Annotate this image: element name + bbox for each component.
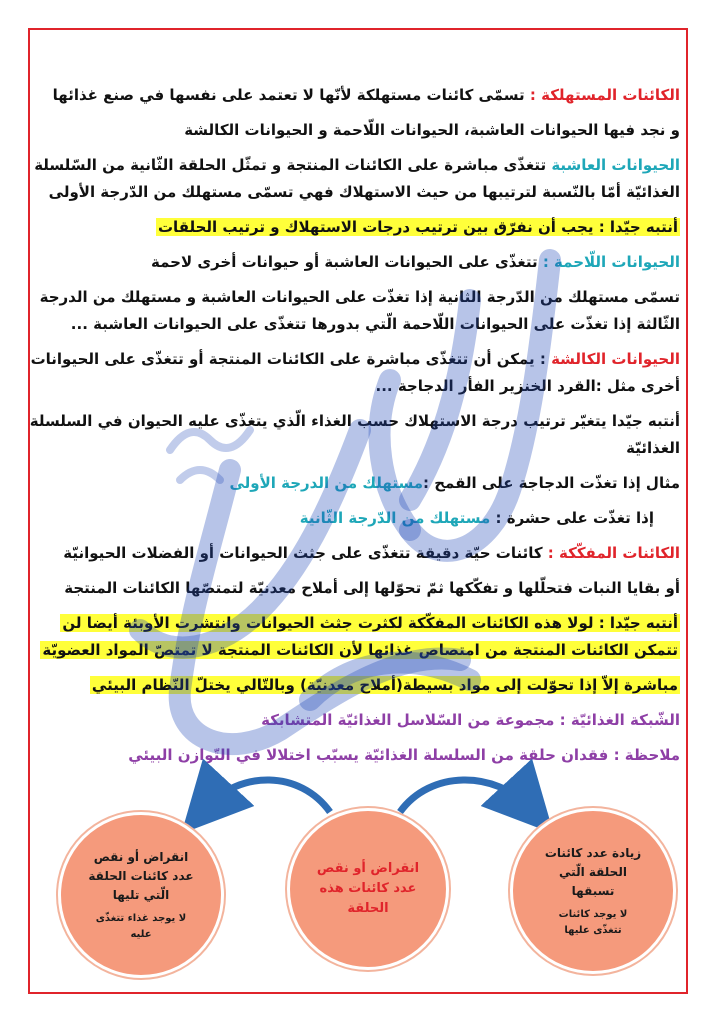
line-carnivores-3: الثّالثة إذا تغذّت على الحيوانات اللّاحمة الّتي بدورها تتغذّى على الحيوانات العاشبة ... [70,315,680,333]
line-herbivores-cont: الغذائيّة أمّا بالنّسبة لترتيبها من حيث الاستهلاك فهي تسمّى مستهلك من الدّرجة الأولى [48,183,680,201]
line-example-insect: إذا تغذّت على حشرة : مستهلك من الدّرجة الثّانية [299,509,654,527]
circle-right-title: زيادة عدد كائنات الحلقة الّتي تسبقها [544,845,642,898]
line-decomposers: الكائنات المفكّكة : كائنات حيّة دقيقة تتغذّى على جثث الحيوانات أو الفضلات الحيوانيّة [63,544,680,562]
circle-this-link [287,808,449,970]
line-attention-3b: تتمكن الكائنات المنتجة من امتصاص غذائها لأن الكائنات المنتجة لا تمتصّ المواد العضويّة [42,641,678,659]
lesson-text [29,82,680,769]
line-decomposers-cont: أو بقايا النبات فتحلّلها و تفكّكها ثمّ تحوّلها إلى أملاح معدنيّة لتمتصّها الكائنات المنتجة [64,579,680,597]
term-omnivores: الحيوانات الكالشة [551,350,680,368]
circle-right-note: لا يوجد كائنات تتغذّى عليها [558,908,628,936]
term-first-degree: مستهلك من الدرجة الأولى [229,474,424,492]
line-carnivores-2: تسمّى مستهلك من الدّرجة الثانية إذا تغذّت على الحيوانات العاشبة و مستهلك من الدرجة [39,288,680,306]
line-example-wheat: مثال إذا تغذّت الدجاجة على القمح :مستهلك من الدرجة الأولى [229,474,680,492]
term-second-degree: مستهلك من الدّرجة الثّانية [299,509,491,527]
line-attention-1: أنتبه جيّدا : يجب أن نفرّق بين ترتيب درجات الاستهلاك و ترتيب الحلقات [157,218,678,236]
line-omnivores: الحيوانات الكالشة : يمكن أن تتغذّى مباشرة على الكائنات المنتجة أو تتغذّى على الحيوانات [30,350,680,368]
circle-left-title: انقراض أو نقص عدد كائنات الحلقة الّتي تليها [88,849,194,902]
term-consumers: الكائنات المستهلكة : [529,86,680,104]
line-attention-2-cont: الغذائيّة [626,439,680,457]
circle-previous-link [510,808,676,974]
line-attention-2: أنتبه جيّدا يتغيّر ترتيب درجة الاستهلاك حسب الغذاء الّذي يتغذّى عليه الحيوان في السلسلة [29,412,680,430]
line-consumers-definition: الكائنات المستهلكة : تسمّى كائنات مستهلكة لأنّها لا تعتمد على نفسها في صنع غذائها [52,86,680,104]
circle-center-title: انقراض أو نقص عدد كائنات هذه الحلقة [316,861,420,916]
line-herbivores: الحيوانات العاشبة تتغذّى مباشرة على الكائنات المنتجة و تمثّل الحلقة الثّانية من السّلسلة [34,156,680,174]
line-omnivores-examples: أخرى مثل :القرد الخنزير الفأر الدجاجة ... [375,377,680,395]
term-decomposers: الكائنات المفكّكة : [547,544,680,562]
circle-left-note: لا يوجد غذاء تتغذّى عليه [95,912,187,940]
term-herbivores: الحيوانات العاشبة [551,156,680,174]
line-consumer-types: و نجد فيها الحيوانات العاشبة، الحيوانات اللّاحمة و الحيوانات الكالشة [184,121,680,139]
line-food-web: الشّبكة الغذائيّة : مجموعة من السّلاسل الغذائيّة المتشابكة [261,711,680,729]
term-carnivores: الحيوانات اللّاحمة : [542,253,680,271]
line-carnivores: الحيوانات اللّاحمة : تتغذّى على الحيوانات العاشبة أو حيوانات أخرى لاحمة [150,253,680,271]
line-note: ملاحظة : فقدان حلقة من السلسلة الغذائيّة يسبّب اختلالا في التّوازن البيئي [128,746,680,764]
circle-next-link [58,812,224,978]
line-attention-3c: مباشرة إلاّ إذا تحوّلت إلى مواد بسيطة(أملاح معدنيّة) وبالتّالي يختلّ النّظام البيئي [91,676,678,694]
line-attention-3a: أنتبه جيّدا : لولا هذه الكائنات المفكّكة لكثرت جثث الحيوانات وانتشرت الأوبئة أيضا لن [62,614,678,632]
